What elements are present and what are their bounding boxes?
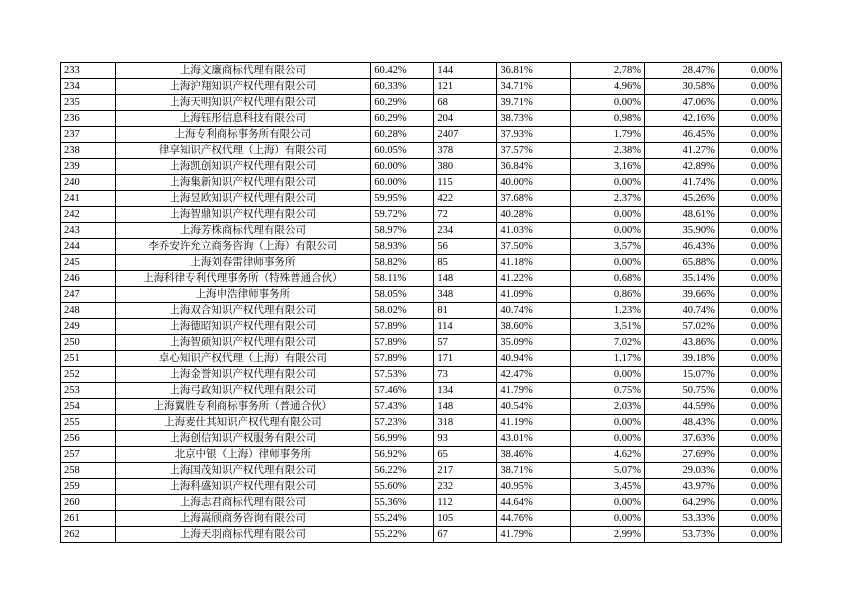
- cell-v4: 2.03%: [571, 399, 645, 415]
- cell-name: 上海刘春雷律师事务所: [115, 255, 371, 271]
- cell-v5: 15.07%: [645, 367, 719, 383]
- cell-v1: 55.24%: [371, 511, 434, 527]
- cell-name: 上海昱欧知识产权代理有限公司: [115, 191, 371, 207]
- cell-v1: 59.95%: [371, 191, 434, 207]
- cell-v2: 144: [434, 63, 497, 79]
- cell-rank: 255: [61, 415, 116, 431]
- cell-v4: 0.00%: [571, 95, 645, 111]
- cell-v3: 40.74%: [497, 303, 571, 319]
- cell-v4: 0.00%: [571, 431, 645, 447]
- cell-v5: 37.63%: [645, 431, 719, 447]
- cell-v4: 2.38%: [571, 143, 645, 159]
- table-row: [61, 191, 782, 207]
- cell-v3: 41.79%: [497, 527, 571, 543]
- cell-v6: 0.00%: [718, 335, 781, 351]
- cell-rank: 252: [61, 367, 116, 383]
- cell-v4: 1.23%: [571, 303, 645, 319]
- table-row: [61, 367, 782, 383]
- cell-v3: 40.95%: [497, 479, 571, 495]
- cell-v1: 57.46%: [371, 383, 434, 399]
- cell-v2: 112: [434, 495, 497, 511]
- cell-v5: 53.73%: [645, 527, 719, 543]
- cell-rank: 236: [61, 111, 116, 127]
- cell-v3: 43.01%: [497, 431, 571, 447]
- table-row: [61, 463, 782, 479]
- cell-v1: 60.29%: [371, 111, 434, 127]
- cell-v4: 5.07%: [571, 463, 645, 479]
- cell-v6: 0.00%: [718, 447, 781, 463]
- cell-v2: 217: [434, 463, 497, 479]
- cell-v2: 67: [434, 527, 497, 543]
- cell-v4: 0.68%: [571, 271, 645, 287]
- cell-v1: 57.53%: [371, 367, 434, 383]
- table-row: [61, 399, 782, 415]
- table-row: [61, 175, 782, 191]
- cell-v4: 3.51%: [571, 319, 645, 335]
- cell-v6: 0.00%: [718, 159, 781, 175]
- cell-v3: 36.84%: [497, 159, 571, 175]
- cell-v6: 0.00%: [718, 239, 781, 255]
- cell-v6: 0.00%: [718, 415, 781, 431]
- cell-v3: 37.50%: [497, 239, 571, 255]
- cell-v6: 0.00%: [718, 495, 781, 511]
- cell-v6: 0.00%: [718, 351, 781, 367]
- cell-v4: 2.78%: [571, 63, 645, 79]
- cell-v6: 0.00%: [718, 479, 781, 495]
- cell-v5: 46.43%: [645, 239, 719, 255]
- table-row: [61, 79, 782, 95]
- cell-v4: 2.37%: [571, 191, 645, 207]
- cell-v4: 0.00%: [571, 495, 645, 511]
- cell-v1: 56.99%: [371, 431, 434, 447]
- cell-v4: 4.96%: [571, 79, 645, 95]
- cell-v5: 65.88%: [645, 255, 719, 271]
- cell-rank: 259: [61, 479, 116, 495]
- cell-v3: 44.76%: [497, 511, 571, 527]
- cell-v5: 39.18%: [645, 351, 719, 367]
- cell-v5: 48.61%: [645, 207, 719, 223]
- cell-v4: 0.86%: [571, 287, 645, 303]
- cell-v1: 58.05%: [371, 287, 434, 303]
- table-row: [61, 319, 782, 335]
- cell-v4: 3.57%: [571, 239, 645, 255]
- cell-v2: 105: [434, 511, 497, 527]
- table-row: [61, 495, 782, 511]
- cell-v5: 35.90%: [645, 223, 719, 239]
- cell-rank: 233: [61, 63, 116, 79]
- cell-name: 上海翼胜专利商标事务所（普通合伙）: [115, 399, 371, 415]
- cell-v2: 234: [434, 223, 497, 239]
- table-row: [61, 223, 782, 239]
- cell-v6: 0.00%: [718, 223, 781, 239]
- cell-name: 上海嵩颀商务咨询有限公司: [115, 511, 371, 527]
- cell-name: 上海集新知识产权代理有限公司: [115, 175, 371, 191]
- cell-v4: 4.62%: [571, 447, 645, 463]
- table-row: [61, 303, 782, 319]
- cell-v3: 40.00%: [497, 175, 571, 191]
- cell-v5: 41.27%: [645, 143, 719, 159]
- cell-v2: 114: [434, 319, 497, 335]
- cell-v2: 93: [434, 431, 497, 447]
- cell-v3: 34.71%: [497, 79, 571, 95]
- cell-v3: 38.60%: [497, 319, 571, 335]
- cell-name: 上海金誉知识产权代理有限公司: [115, 367, 371, 383]
- cell-name: 上海芳株商标代理有限公司: [115, 223, 371, 239]
- cell-v3: 35.09%: [497, 335, 571, 351]
- cell-v6: 0.00%: [718, 255, 781, 271]
- cell-v4: 1.17%: [571, 351, 645, 367]
- cell-v6: 0.00%: [718, 511, 781, 527]
- cell-v2: 348: [434, 287, 497, 303]
- cell-v5: 50.75%: [645, 383, 719, 399]
- cell-v6: 0.00%: [718, 383, 781, 399]
- cell-v5: 43.86%: [645, 335, 719, 351]
- cell-rank: 253: [61, 383, 116, 399]
- cell-name: 上海创信知识产权服务有限公司: [115, 431, 371, 447]
- cell-rank: 244: [61, 239, 116, 255]
- cell-v6: 0.00%: [718, 175, 781, 191]
- cell-rank: 246: [61, 271, 116, 287]
- cell-v6: 0.00%: [718, 63, 781, 79]
- cell-name: 北京中银（上海）律师事务所: [115, 447, 371, 463]
- cell-rank: 242: [61, 207, 116, 223]
- cell-v6: 0.00%: [718, 367, 781, 383]
- cell-v2: 73: [434, 367, 497, 383]
- cell-rank: 249: [61, 319, 116, 335]
- cell-v3: 37.57%: [497, 143, 571, 159]
- cell-v5: 46.45%: [645, 127, 719, 143]
- cell-rank: 245: [61, 255, 116, 271]
- cell-rank: 241: [61, 191, 116, 207]
- cell-v2: 378: [434, 143, 497, 159]
- table-row: [61, 63, 782, 79]
- cell-name: 上海弓政知识产权代理有限公司: [115, 383, 371, 399]
- cell-rank: 250: [61, 335, 116, 351]
- table-row: [61, 255, 782, 271]
- cell-rank: 257: [61, 447, 116, 463]
- cell-v5: 42.16%: [645, 111, 719, 127]
- table-row: [61, 415, 782, 431]
- cell-rank: 247: [61, 287, 116, 303]
- cell-rank: 243: [61, 223, 116, 239]
- cell-v5: 30.58%: [645, 79, 719, 95]
- table-row: [61, 383, 782, 399]
- cell-v1: 56.22%: [371, 463, 434, 479]
- cell-rank: 254: [61, 399, 116, 415]
- cell-v4: 0.00%: [571, 367, 645, 383]
- cell-v5: 28.47%: [645, 63, 719, 79]
- table-row: [61, 127, 782, 143]
- cell-v3: 40.28%: [497, 207, 571, 223]
- cell-name: 卓心知识产权代理（上海）有限公司: [115, 351, 371, 367]
- cell-v1: 57.89%: [371, 319, 434, 335]
- cell-v2: 204: [434, 111, 497, 127]
- cell-v2: 380: [434, 159, 497, 175]
- cell-v4: 0.00%: [571, 175, 645, 191]
- cell-v1: 58.82%: [371, 255, 434, 271]
- cell-v1: 55.60%: [371, 479, 434, 495]
- cell-v1: 55.22%: [371, 527, 434, 543]
- cell-name: 上海天明知识产权代理有限公司: [115, 95, 371, 111]
- cell-name: 上海申浩律师事务所: [115, 287, 371, 303]
- cell-v2: 65: [434, 447, 497, 463]
- cell-rank: 262: [61, 527, 116, 543]
- cell-v3: 41.22%: [497, 271, 571, 287]
- cell-v5: 35.14%: [645, 271, 719, 287]
- table-row: [61, 511, 782, 527]
- cell-name: 上海钰彤信息科技有限公司: [115, 111, 371, 127]
- cell-name: 上海双合知识产权代理有限公司: [115, 303, 371, 319]
- table-row: [61, 335, 782, 351]
- cell-name: 上海智硕知识产权代理有限公司: [115, 335, 371, 351]
- table-row: [61, 527, 782, 543]
- cell-v5: 40.74%: [645, 303, 719, 319]
- cell-v1: 58.93%: [371, 239, 434, 255]
- cell-v1: 60.05%: [371, 143, 434, 159]
- cell-rank: 237: [61, 127, 116, 143]
- cell-v4: 3.16%: [571, 159, 645, 175]
- cell-v4: 7.02%: [571, 335, 645, 351]
- cell-v3: 41.18%: [497, 255, 571, 271]
- cell-name: 律享知识产权代理（上海）有限公司: [115, 143, 371, 159]
- table-row: [61, 111, 782, 127]
- cell-name: 上海志君商标代理有限公司: [115, 495, 371, 511]
- cell-v1: 58.97%: [371, 223, 434, 239]
- cell-v1: 60.42%: [371, 63, 434, 79]
- cell-rank: 251: [61, 351, 116, 367]
- cell-v4: 2.99%: [571, 527, 645, 543]
- cell-name: 上海德昭知识产权代理有限公司: [115, 319, 371, 335]
- cell-v3: 41.19%: [497, 415, 571, 431]
- cell-v3: 38.71%: [497, 463, 571, 479]
- cell-v2: 148: [434, 399, 497, 415]
- cell-v4: 0.00%: [571, 207, 645, 223]
- cell-v6: 0.00%: [718, 463, 781, 479]
- cell-name: 李乔安许允立商务咨询（上海）有限公司: [115, 239, 371, 255]
- cell-v2: 134: [434, 383, 497, 399]
- cell-v2: 422: [434, 191, 497, 207]
- cell-v3: 41.09%: [497, 287, 571, 303]
- cell-v6: 0.00%: [718, 79, 781, 95]
- cell-v5: 57.02%: [645, 319, 719, 335]
- cell-v1: 60.28%: [371, 127, 434, 143]
- cell-v2: 57: [434, 335, 497, 351]
- cell-v2: 115: [434, 175, 497, 191]
- table-row: [61, 351, 782, 367]
- cell-v1: 57.43%: [371, 399, 434, 415]
- cell-v6: 0.00%: [718, 303, 781, 319]
- cell-v1: 60.00%: [371, 175, 434, 191]
- cell-name: 上海凯创知识产权代理有限公司: [115, 159, 371, 175]
- cell-v3: 40.94%: [497, 351, 571, 367]
- cell-v5: 45.26%: [645, 191, 719, 207]
- cell-rank: 256: [61, 431, 116, 447]
- cell-v5: 27.69%: [645, 447, 719, 463]
- cell-v2: 121: [434, 79, 497, 95]
- table-row: [61, 271, 782, 287]
- cell-v3: 37.93%: [497, 127, 571, 143]
- cell-v1: 57.89%: [371, 351, 434, 367]
- table-row: [61, 95, 782, 111]
- cell-v3: 41.79%: [497, 383, 571, 399]
- table-row: [61, 447, 782, 463]
- cell-v3: 38.46%: [497, 447, 571, 463]
- cell-v3: 41.03%: [497, 223, 571, 239]
- cell-v3: 42.47%: [497, 367, 571, 383]
- cell-v1: 55.36%: [371, 495, 434, 511]
- cell-v6: 0.00%: [718, 399, 781, 415]
- cell-name: 上海天羽商标代理有限公司: [115, 527, 371, 543]
- cell-rank: 248: [61, 303, 116, 319]
- rankings-table: [60, 62, 782, 543]
- cell-v4: 0.98%: [571, 111, 645, 127]
- cell-name: 上海文廉商标代理有限公司: [115, 63, 371, 79]
- cell-v6: 0.00%: [718, 95, 781, 111]
- cell-v4: 1.79%: [571, 127, 645, 143]
- cell-v5: 44.59%: [645, 399, 719, 415]
- cell-v6: 0.00%: [718, 319, 781, 335]
- table-row: [61, 287, 782, 303]
- cell-rank: 240: [61, 175, 116, 191]
- cell-v4: 0.00%: [571, 255, 645, 271]
- cell-v6: 0.00%: [718, 191, 781, 207]
- cell-v6: 0.00%: [718, 127, 781, 143]
- cell-v2: 2407: [434, 127, 497, 143]
- cell-v6: 0.00%: [718, 111, 781, 127]
- cell-name: 上海科盛知识产权代理有限公司: [115, 479, 371, 495]
- cell-rank: 238: [61, 143, 116, 159]
- cell-v2: 232: [434, 479, 497, 495]
- cell-v2: 318: [434, 415, 497, 431]
- cell-v6: 0.00%: [718, 431, 781, 447]
- cell-v5: 53.33%: [645, 511, 719, 527]
- cell-v6: 0.00%: [718, 287, 781, 303]
- cell-v2: 171: [434, 351, 497, 367]
- cell-v3: 40.54%: [497, 399, 571, 415]
- cell-v1: 57.23%: [371, 415, 434, 431]
- cell-rank: 239: [61, 159, 116, 175]
- cell-v5: 64.29%: [645, 495, 719, 511]
- cell-v3: 38.73%: [497, 111, 571, 127]
- cell-v1: 60.29%: [371, 95, 434, 111]
- cell-v2: 148: [434, 271, 497, 287]
- table-row: [61, 239, 782, 255]
- cell-v5: 48.43%: [645, 415, 719, 431]
- cell-name: 上海专利商标事务所有限公司: [115, 127, 371, 143]
- cell-v2: 81: [434, 303, 497, 319]
- cell-v2: 68: [434, 95, 497, 111]
- cell-v5: 43.97%: [645, 479, 719, 495]
- cell-rank: 258: [61, 463, 116, 479]
- cell-rank: 235: [61, 95, 116, 111]
- cell-v5: 47.06%: [645, 95, 719, 111]
- cell-v1: 58.02%: [371, 303, 434, 319]
- cell-v2: 56: [434, 239, 497, 255]
- cell-name: 上海国茂知识产权代理有限公司: [115, 463, 371, 479]
- cell-v1: 57.89%: [371, 335, 434, 351]
- cell-v1: 56.92%: [371, 447, 434, 463]
- table-body: [61, 63, 782, 543]
- cell-v4: 0.00%: [571, 415, 645, 431]
- table-row: [61, 143, 782, 159]
- table-row: [61, 159, 782, 175]
- cell-v3: 37.68%: [497, 191, 571, 207]
- cell-name: 上海科律专利代理事务所（特殊普通合伙）: [115, 271, 371, 287]
- cell-v6: 0.00%: [718, 143, 781, 159]
- cell-v6: 0.00%: [718, 271, 781, 287]
- cell-v5: 41.74%: [645, 175, 719, 191]
- cell-v1: 59.72%: [371, 207, 434, 223]
- cell-name: 上海智鼎知识产权代理有限公司: [115, 207, 371, 223]
- cell-v1: 60.33%: [371, 79, 434, 95]
- cell-v3: 36.81%: [497, 63, 571, 79]
- cell-v3: 39.71%: [497, 95, 571, 111]
- cell-v4: 3.45%: [571, 479, 645, 495]
- cell-rank: 261: [61, 511, 116, 527]
- cell-v4: 0.75%: [571, 383, 645, 399]
- table-row: [61, 479, 782, 495]
- cell-name: 上海沪翔知识产权代理有限公司: [115, 79, 371, 95]
- cell-v6: 0.00%: [718, 207, 781, 223]
- cell-v5: 39.66%: [645, 287, 719, 303]
- cell-v1: 58.11%: [371, 271, 434, 287]
- cell-v5: 29.03%: [645, 463, 719, 479]
- table-row: [61, 431, 782, 447]
- cell-v1: 60.00%: [371, 159, 434, 175]
- cell-v4: 0.00%: [571, 511, 645, 527]
- cell-v3: 44.64%: [497, 495, 571, 511]
- cell-rank: 234: [61, 79, 116, 95]
- cell-name: 上海麦仕其知识产权代理有限公司: [115, 415, 371, 431]
- cell-v2: 72: [434, 207, 497, 223]
- cell-v4: 0.00%: [571, 223, 645, 239]
- cell-rank: 260: [61, 495, 116, 511]
- cell-v2: 85: [434, 255, 497, 271]
- cell-v6: 0.00%: [718, 527, 781, 543]
- cell-v5: 42.89%: [645, 159, 719, 175]
- table-row: [61, 207, 782, 223]
